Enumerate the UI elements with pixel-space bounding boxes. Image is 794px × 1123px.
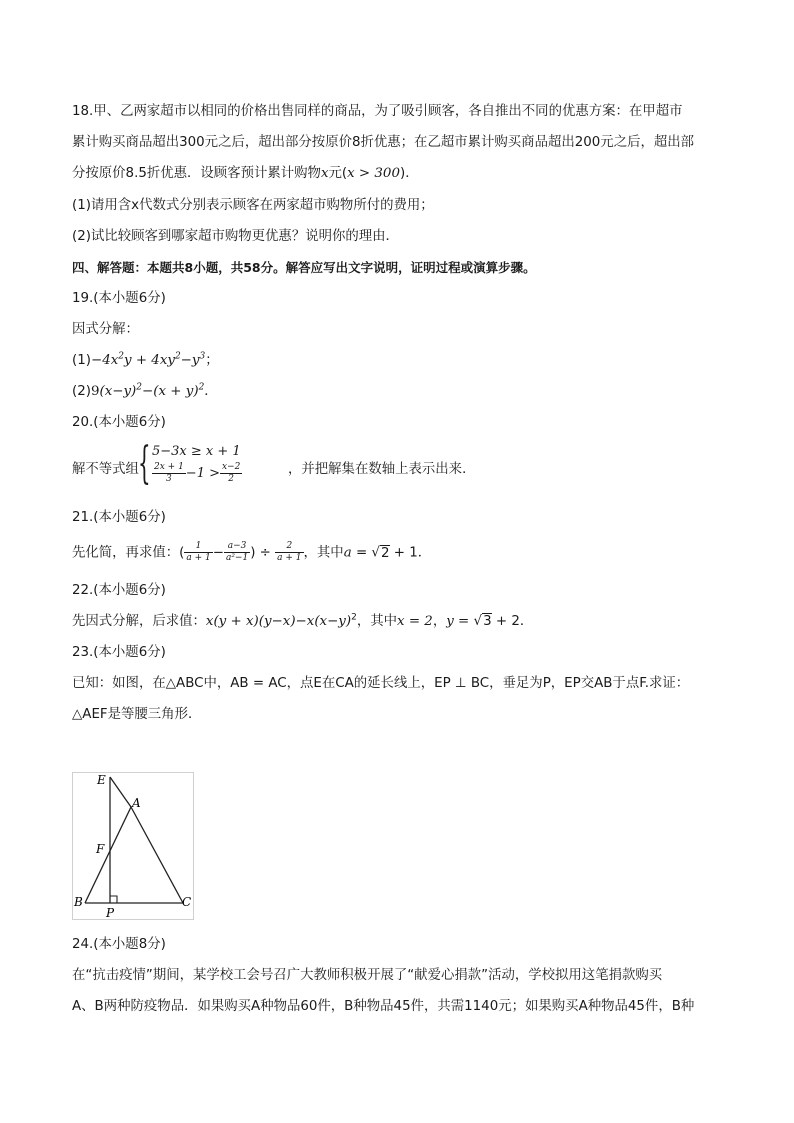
q20-label: 解不等式组 — [72, 462, 139, 477]
q21-heading: 21.(本小题6分) — [72, 510, 166, 525]
q23-line-1: 已知：如图，在△ABC中，AB = AC，点E在CA的延长线上，EP ⊥ BC，垂足为P，EP交AB于点F.求证： — [72, 676, 690, 691]
triangle-figure — [72, 772, 194, 920]
label-c: C — [182, 895, 192, 909]
q19-part-2: $(2)9(x-y)^2-(x + y)^2$． — [72, 382, 218, 399]
segment-ae — [110, 777, 131, 807]
right-angle-mark — [110, 896, 117, 903]
label-b: B — [74, 895, 83, 909]
segment-ba — [85, 807, 131, 903]
q19-heading: 19.(本小题6分) — [72, 291, 166, 306]
label-a: A — [132, 796, 141, 810]
segment-ac — [131, 807, 183, 903]
section-heading: 四、解答题：本题共8小题，共58分。解答应写出文字说明，证明过程或演算步骤。 — [72, 260, 536, 275]
q22-expression: 先因式分解，后求值：$x(y + x)(y-x)-x(x-y)^2$，其中x = 2，y = √3 + 2． — [72, 612, 534, 629]
triangle-diagram — [73, 773, 193, 919]
q23-line-2: △AEF是等腰三角形． — [72, 707, 202, 722]
q18-line-2: 累计购买商品超出300元之后，超出部分按原价8折优惠；在乙超市累计购买商品超出200元之后，超出部 — [72, 135, 695, 150]
brace-glyph: { — [138, 438, 151, 489]
q18-line-3: 分按原价8.5折优惠．设顾客预计累计购物x元(x > 300)． — [72, 166, 419, 181]
q18-part-1: (1)请用含x代数式分别表示顾客在两家超市购物所付的费用； — [72, 198, 434, 213]
q21-expression: 先化简，再求值：( $\frac{1}{a + 1}$ − $\frac{a-3}{\text{a²−1}}$ ) ÷ $\frac{2}{a + 1}$ ，其中a = √2 + 1． — [72, 541, 432, 563]
q19-part-1: $(1)-4x^2y + 4xy^2-y^3$； — [72, 351, 219, 368]
q18-line-1: 18.甲、乙两家超市以相同的价格出售同样的商品，为了吸引顾客，各自推出不同的优惠方案：在甲超市 — [72, 104, 683, 119]
q22-heading: 22.(本小题6分) — [72, 583, 166, 598]
label-p: P — [106, 906, 115, 919]
label-e: E — [97, 773, 106, 787]
q20-tail: ，并把解集在数轴上表示出来． — [288, 462, 476, 477]
q23-heading: 23.(本小题6分) — [72, 645, 166, 660]
q24-line-1: 在“抗击疫情”期间，某学校工会号召广大教师积极开展了“献爱心捐款”活动，学校拟用这笔捐款购买 — [72, 968, 663, 983]
q20-row-2: $\frac{2x + 1}{3}$ −1 > $\frac{x-2}{2}$ — [154, 462, 241, 484]
q19-prompt: 因式分解： — [72, 322, 139, 337]
label-f: F — [96, 842, 105, 856]
q24-line-2: A、B两种防疫物品．如果购买A种物品60件，B种物品45件，共需1140元；如果购买A种物品45件，B种 — [72, 999, 695, 1014]
q20-heading: 20.(本小题6分) — [72, 415, 166, 430]
q18-part-2: (2)试比较顾客到哪家超市购物更优惠？说明你的理由． — [72, 229, 399, 244]
q24-heading: 24.(本小题8分) — [72, 937, 166, 952]
q20-row-1: 5−3x ≥ x + 1 — [152, 444, 241, 459]
